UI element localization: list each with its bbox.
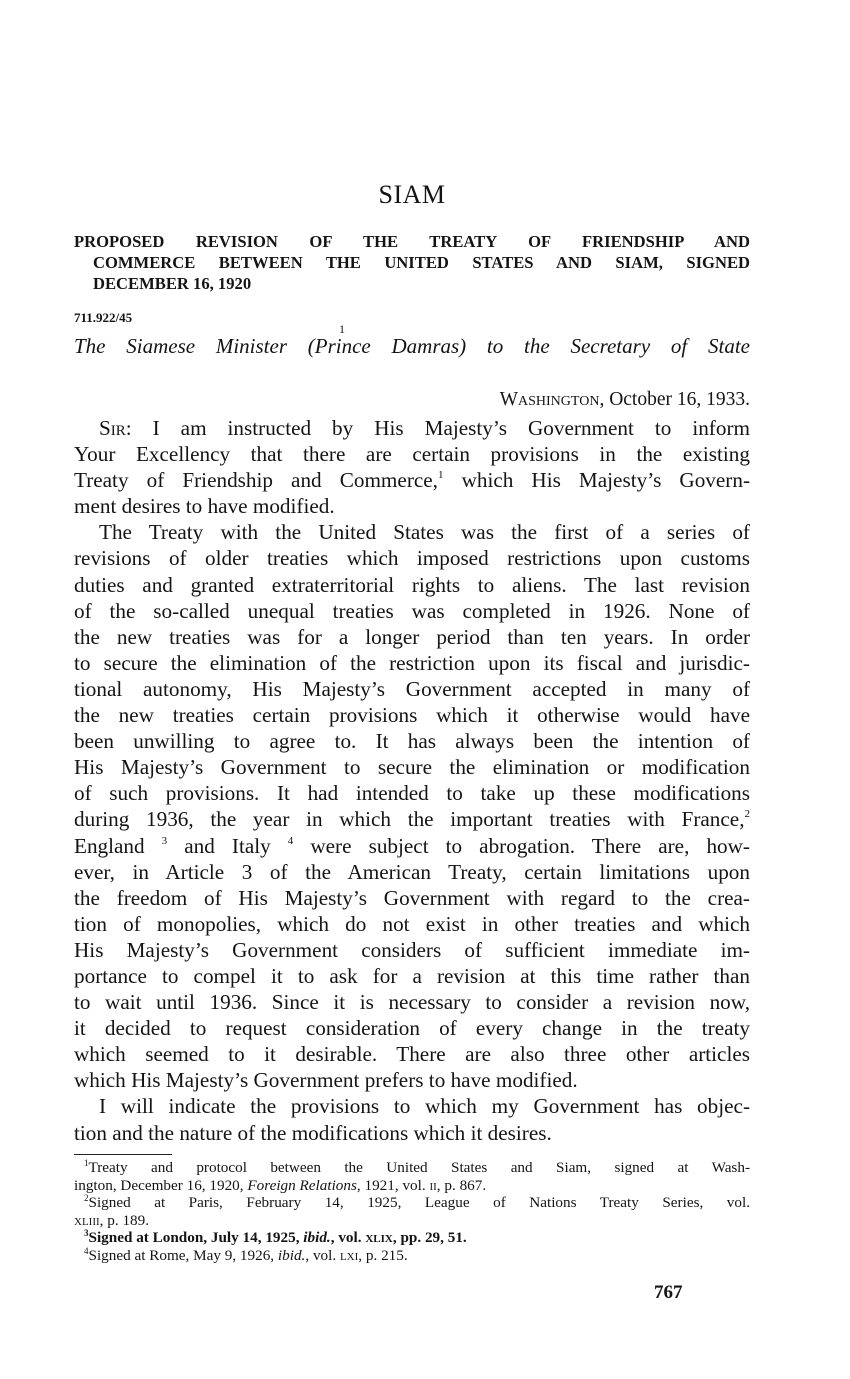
body-line: ever, in Article 3 of the American Treaty, certain limitations upon <box>74 859 750 884</box>
heading-line: DECEMBER 16, 1920 <box>93 274 252 293</box>
footnote-ref: 3 <box>161 834 168 847</box>
body-line: which His Majesty’s Government prefers to have modified. <box>74 1068 578 1093</box>
body-line: of such provisions. It had intended to take up these modifications <box>74 781 750 806</box>
country-heading: SIAM <box>378 180 446 209</box>
body-line: it decided to request consideration of every change in the treaty <box>74 1016 750 1041</box>
body-line: I will indicate the provisions to which my Government has objec- <box>99 1094 750 1119</box>
body-line: the new treaties certain provisions which it otherwise would have <box>74 703 750 728</box>
body-line: been unwilling to agree to. It has always been the intention of <box>74 729 750 754</box>
body-line: ment desires to have modified. <box>74 494 335 519</box>
dateline-date: , October 16, 1933. <box>599 389 750 410</box>
page-number: 767 <box>654 1282 683 1303</box>
body-line: to secure the elimination of the restriction upon its fiscal and jurisdic- <box>74 650 750 675</box>
heading-line: COMMERCE BETWEEN THE UNITED STATES AND SIAM, SIGNED <box>93 253 750 272</box>
footnote-2: $^2$Signed at Paris, February 14, 1925, League of Nations Treaty Series, vol. <box>84 1193 750 1211</box>
footnote-ref: 1 <box>437 469 444 482</box>
footnote-3: $^3$Signed at London, July 14, 1925, ibid., vol. xlix, pp. 29, 51. <box>84 1228 467 1246</box>
body-line: England $^3$ and Italy $^4$ were subject to abrogation. There are, how- <box>74 833 750 858</box>
body-line: the new treaties was for a longer period than ten years. In order <box>74 624 750 649</box>
body-line: of the so-called unequal treaties was completed in 1926. None of <box>74 598 750 623</box>
body-line: Your Excellency that there are certain provisions in the existing <box>74 442 750 467</box>
footnote-2-cont: xliii, p. 189. <box>74 1211 150 1229</box>
body-line: The Treaty with the United States was the first of a series of <box>99 520 750 545</box>
section-heading <box>74 231 750 294</box>
body-line: His Majesty’s Government to secure the elimination or modification <box>74 755 750 780</box>
body-line: Treaty of Friendship and Commerce,$^1$ which His Majesty’s Govern- <box>74 468 750 493</box>
dateline <box>500 389 750 411</box>
footnote-4: $^4$Signed at Rome, May 9, 1926, ibid., vol. lxi, p. 215. <box>84 1245 408 1264</box>
body-line: Sir: I am instructed by His Majesty’s Government to inform <box>99 416 750 440</box>
body-line: during 1936, the year in which the important treaties with France,$^2$ <box>74 807 750 832</box>
body-line: tion and the nature of the modifications which it desires. <box>74 1120 552 1145</box>
heading-line: PROPOSED REVISION OF THE TREATY OF FRIENDSHIP AND <box>74 232 750 251</box>
body-line: portance to compel it to ask for a revision at this time rather than <box>74 963 750 988</box>
body-line: the freedom of His Majesty’s Government with regard to the crea- <box>74 885 750 910</box>
dateline-place: Washington <box>499 389 600 410</box>
body-line: duties and granted extraterritorial rights to aliens. The last revision <box>74 572 750 597</box>
footnote-rule <box>74 1154 172 1155</box>
body-line: His Majesty’s Government considers of sufficient immediate im- <box>74 937 750 962</box>
file-number: 711.922/45 <box>74 310 133 325</box>
body-line: which seemed to it desirable. There are also three other articles <box>74 1042 750 1067</box>
page-reference-mark: 1 <box>339 322 345 336</box>
body-line: tional autonomy, His Majesty’s Government accepted in many of <box>74 676 750 701</box>
document-title: The Siamese Minister (Prince Damras) to the Secretary of State <box>74 334 750 358</box>
footnote-ref: 4 <box>287 834 294 847</box>
body-line: tion of monopolies, which do not exist in other treaties and which <box>74 911 750 936</box>
footnote-1-cont: ington, December 16, 1920, Foreign Relations, 1921, vol. ii, p. 867. <box>74 1176 487 1194</box>
footnotes <box>74 1159 750 1264</box>
body-line: to wait until 1936. Since it is necessary to consider a revision now, <box>74 990 750 1015</box>
salutation: Sir <box>99 416 126 440</box>
letter-body <box>74 415 750 1146</box>
body-line: revisions of older treaties which imposed restrictions upon customs <box>74 546 750 571</box>
footnote-1: $^1$Treaty and protocol between the United States and Siam, signed at Wash- <box>84 1158 750 1176</box>
footnote-ref: 2 <box>744 808 750 821</box>
